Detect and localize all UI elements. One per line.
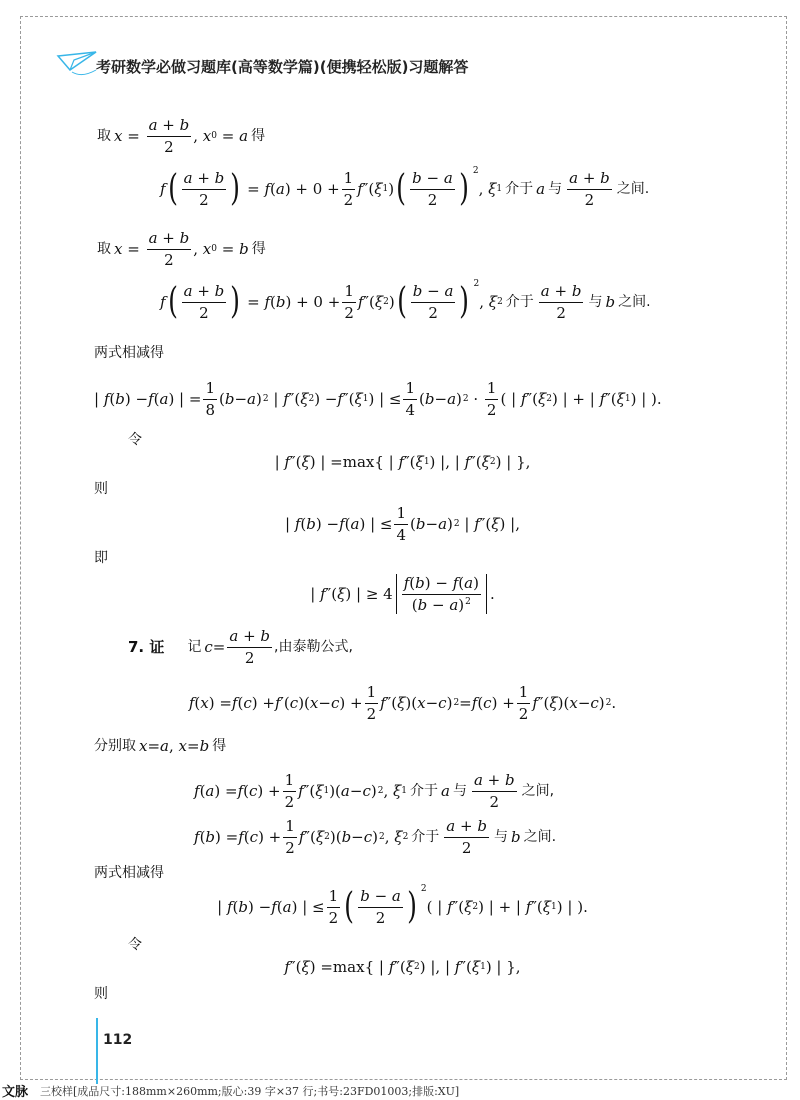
equation-fb-expansion: f ( b ) = f ( c ) + $\frac{1}{2}$ f ″( ξ 2 )( b − c ) 2 , ξ 2 介于 $\frac{a + b}{2}$ 与 b 之间. xyxy=(194,817,557,857)
line-take-x0-b: 取 x = $\frac{a + b}{2}$ , x 0 = b 得 xyxy=(97,229,266,269)
line-subtract-1 xyxy=(94,345,164,360)
equation-taylor-expansion: f ( x ) = f ( c ) + f ′( c )( x − c ) + $\frac{1}{2}$ f ″( ξ )( x − c ) 2 = f ( c ) + $\frac{1}{2}$ f ″( ξ )( x − c ) 2 . xyxy=(188,683,617,723)
word-and: 与 xyxy=(493,829,508,845)
footer-print-info: 三校样[成品尺寸:188mm×260mm;版心:39 字×37 行;书号:23FD01003;排版:XU] xyxy=(40,1085,460,1098)
equation-taylor-a: f ( $\frac{a + b}{2}$ ) = f ( a ) + 0 + $\frac{1}{2}$ f ″( ξ 1 ) ( $\frac{b - a}{2}$ ) 2 , ξ 1 介于 a 与 $\frac{a + b}{2}$ 之间. xyxy=(160,165,650,209)
word-note: 记 xyxy=(187,639,202,655)
line-then-2 xyxy=(94,986,108,1001)
word-between: 介于 xyxy=(505,181,534,197)
word-and: 与 xyxy=(548,181,563,197)
word-and: 与 xyxy=(588,294,603,310)
word-take-resp: 分别取 xyxy=(94,738,136,754)
line-let-1 xyxy=(128,432,142,447)
equation-bound-result: | f ( b ) − f ( a ) | ≤ $\frac{1}{4}$ ( b − a ) 2 | f ″( ξ ) |, xyxy=(285,504,520,544)
word-between-end: 之间. xyxy=(523,829,557,845)
word-between: 介于 xyxy=(409,783,438,799)
word-then: 则 xyxy=(94,481,108,497)
line-let-2 xyxy=(128,937,142,952)
paper-plane-icon xyxy=(56,48,100,78)
word-between-end: 之间. xyxy=(616,181,650,197)
equation-taylor-b: f ( $\frac{a + b}{2}$ ) = f ( b ) + 0 + $\frac{1}{2}$ f ″( ξ 2 ) ( $\frac{b - a}{2}$ ) 2 , ξ 2 介于 $\frac{a + b}{2}$ 与 b 之间. xyxy=(160,278,651,322)
proof-7-label: 7. 证 xyxy=(128,637,165,656)
equation-difference-bound-2: | f ( b ) − f ( a ) | ≤ $\frac{1}{2}$ ( $\frac{b - a}{2}$ ) 2 ( | f ″( ξ 2 ) | + | f ″( ξ 1 ) | ). xyxy=(217,883,588,927)
line-ie xyxy=(94,550,108,565)
line-take-resp: 分别取 x = a , x = b 得 xyxy=(94,736,227,755)
word-taylor: ,由泰勒公式, xyxy=(274,639,353,655)
word-between: 介于 xyxy=(411,829,440,845)
line-take-x0-a: 取 x = $\frac{a + b}{2}$ , x 0 = a 得 xyxy=(97,116,266,156)
word-get: 得 xyxy=(251,241,266,257)
word-and: 与 xyxy=(452,783,467,799)
page-number: 112 xyxy=(103,1032,133,1048)
word-subtract: 两式相减得 xyxy=(94,865,164,881)
word-then: 则 xyxy=(94,986,108,1002)
page-header-title: 考研数学必做习题库(高等数学篇)(便携轻松版)习题解答 xyxy=(96,58,469,76)
equation-difference-bound: | f ( b ) − f ( a ) | = $\frac{1}{8}$ ( b − a ) 2 | f ″( ξ 2 ) − f ″( ξ 1 ) | ≤ $\frac{1}{4}$ ( b − a ) 2 · $\frac{1}{2}$ ( | f ″( ξ 2 ) | + | f ″( ξ 1 ) | ). xyxy=(94,379,662,419)
equation-max-def-2: f ″( ξ ) = max { | f ″( ξ 2 ) |, | f ″( ξ 1 ) | }, xyxy=(284,958,521,976)
word-ie: 即 xyxy=(94,550,108,566)
word-between-end: 之间. xyxy=(618,294,651,310)
word-between: 介于 xyxy=(505,294,534,310)
word-take: 取 xyxy=(97,128,111,144)
line-subtract-2 xyxy=(94,865,164,880)
word-take: 取 xyxy=(97,241,111,257)
line-then-1 xyxy=(94,481,108,496)
equation-max-def-1: | f ″( ξ ) | = max { | f ″( ξ 1 ) |, | f ″( ξ 2 ) | }, xyxy=(274,453,531,471)
equation-fa-expansion: f ( a ) = f ( c ) + $\frac{1}{2}$ f ″( ξ 1 )( a − c ) 2 , ξ 1 介于 a 与 $\frac{a + b}{2}$ 之间, xyxy=(194,771,555,811)
word-get: 得 xyxy=(212,738,227,754)
proof-7-intro: 7. 证 记 c = $\frac{a + b}{2}$ ,由泰勒公式, xyxy=(128,627,353,667)
page-number-rule xyxy=(96,1018,98,1084)
word-between-comma: 之间, xyxy=(521,783,555,799)
word-let: 令 xyxy=(128,432,142,448)
footer-brand: 文脉 xyxy=(2,1085,29,1100)
equation-final-inequality: | f ″( ξ ) | ≥ 4 $\frac{f(b) - f(a)}{(b - a)^2}$ . xyxy=(310,574,495,614)
word-subtract: 两式相减得 xyxy=(94,345,164,361)
word-get: 得 xyxy=(251,128,266,144)
word-let: 令 xyxy=(128,937,142,953)
